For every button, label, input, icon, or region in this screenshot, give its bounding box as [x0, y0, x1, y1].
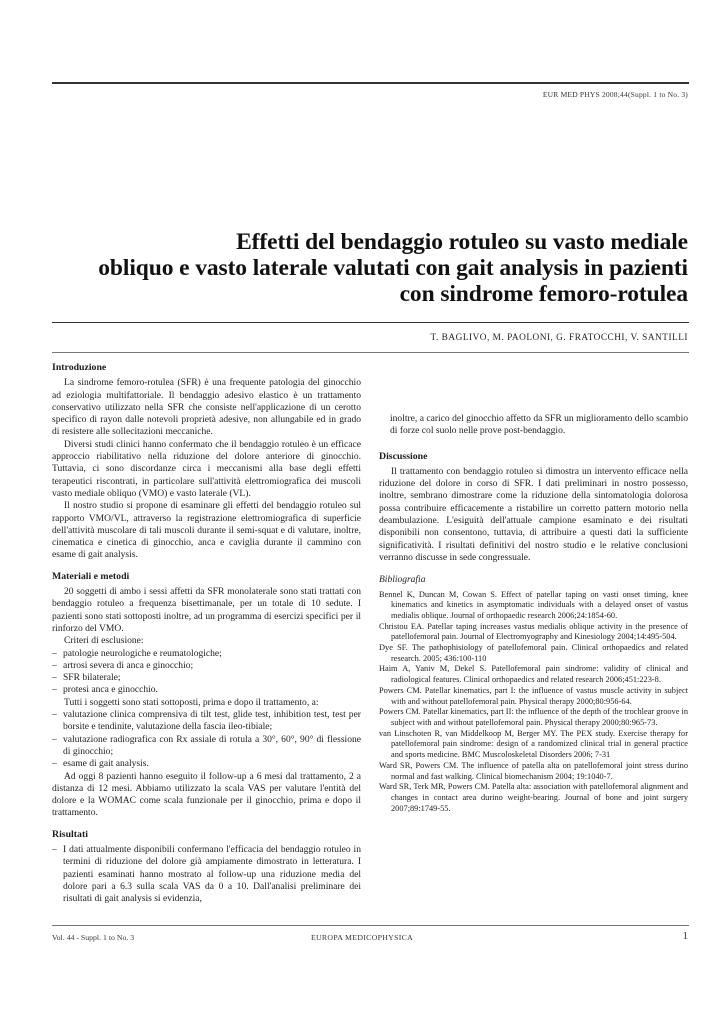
- reference-item: Powers CM. Patellar kinematics, part II: the influence of the depth of the trochlear groove in subject with and without patellofemoral pain. Physical therapy 2000;80:965-73.: [379, 707, 688, 727]
- paragraph: La sindrome femoro-rotulea (SFR) è una frequente patologia del ginocchio ad eziologia multifattoriale. Il bendaggio adesivo elastico è un trattamento conservativo utilizzato nella SFR che consiste nell'applicazione di un cerotto specifico di rayon dalle notevoli proprietà adesive, non allungabile ed in grado di resistere alle sollecitazioni meccaniche.: [52, 377, 361, 438]
- top-rule: [52, 82, 689, 84]
- section-heading: Risultati: [52, 828, 88, 840]
- section-introduzione: [52, 362, 361, 562]
- paragraph: inoltre, a carico del ginocchio affetto da SFR un miglioramento dello scambio di forze col suolo nelle prove post-bendaggio.: [390, 413, 688, 437]
- reference-item: van Linschoten R, van Middelkoop M, Berger MY. The PEX study. Exercise therapy for patellofemoral pain sindrome: design of a randomized clinical trial in general practice and sports medicine. BMC Muscoloskeletal Disorders 2006; 7-31: [379, 728, 688, 760]
- reference-item: Dye SF. The pathophisiology of patellofemoral pain. Clinical orthopaedics and related research. 2005; 436:100-110: [379, 643, 688, 663]
- list-item: – artrosi severa di anca e ginocchio;: [52, 660, 361, 672]
- bibliography-heading: Bibliografia: [379, 575, 426, 586]
- paragraph: Il trattamento con bendaggio rotuleo si dimostra un intervento efficace nella riduzione del dolore in corso di SFR. I dati preliminari in nostro possesso, inoltre, sembrano dimostrare come la riduzione della sintomatologia dolorosa possa contribuire efficacemente a ristabilire un corretto pattern motorio nella deambulazione. L'esiguità dell'attuale campione esaminato e dei risultati disponibili non consentono, tuttavia, di attribuire a questi dati la sufficiente significatività. I risultati definitivi del nostro studio e le relative conclusioni verranno discusse in sede congressuale.: [379, 465, 688, 563]
- exclusion-criteria-list: [52, 648, 361, 697]
- footer-journal: EUROPA MEDICOPHYSICA: [310, 933, 414, 942]
- right-column: [379, 413, 688, 814]
- section-materiali-metodi: [52, 571, 361, 820]
- list-item: – valutazione clinica comprensiva di tilt test, glide test, inhibition test, test per borsite e tendinite, valutazione della fascia ileo-tibiale;: [52, 709, 361, 734]
- reference-item: Haim A, Yaniv M, Dekel S. Patellofemoral pain sindrome: validity of clinical and radiological features. Clinical orthopaedics and related research 2006;451:223-8.: [379, 664, 688, 685]
- reference-item: Bennel K, Duncan M, Cowan S. Effect of patellar taping on vasti onset timing, knee kinematics and kinetics in asymptomatic individuals with a delayed onset of vastus medialis oblique. Journal of orthopaedic research 2006;24:1854-60.: [379, 589, 688, 620]
- page-number: 1: [682, 930, 688, 942]
- authors-rule: [52, 352, 689, 353]
- paragraph: Il nostro studio si propone di esaminare gli effetti del bendaggio rotuleo sul rapporto VMO/VL, attraverso la registrazione elettromiografica di superficie dell'attività muscolare di tali muscoli durante il semi-squat e di valutare, inoltre, cinematica e cinetica di ginocchio, anca e caviglia durante il cammino con esame di gait analysis.: [52, 500, 361, 561]
- running-head: EUR MED PHYS 2008;44(Suppl. 1 to No. 3): [542, 90, 688, 99]
- footer-rule: [52, 925, 689, 926]
- title-line: con sindrome femoro-rotulea: [399, 281, 688, 307]
- list-item: – SFR bilaterale;: [52, 672, 361, 684]
- results-list: [52, 844, 361, 905]
- reference-item: Ward SR, Terk MR, Powers CM. Patella alta: association with patellofemoral alignment and changes in contact area durino weight-bearing. Journal of bone and joint surgery 2007;89:1749-55.: [379, 782, 688, 813]
- reference-item: Ward SR, Powers CM. The influence of patella alta on patellofemoral joint stress durino normal and fast walking. Clinical biomechanism 2004; 19:1040-7.: [379, 760, 688, 781]
- left-column: [52, 362, 361, 905]
- paragraph: Ad oggi 8 pazienti hanno eseguito il follow-up a 6 mesi dal trattamento, 2 a distanza di 12 mesi. Abbiamo utilizzato la scala VAS per valutare l'entità del dolore e la WOMAC come scala funzionale per il ginocchio, prima e dopo il trattamento.: [52, 770, 361, 819]
- paragraph: Diversi studi clinici hanno confermato che il bendaggio rotuleo è un efficace approccio riabilitativo nella riduzione del dolore anteriore di ginocchio. Tuttavia, ci sono discordanze circa i meccanismi alla base degli effetti terapeutici riscontrati, in particolare sull'attività elettromiografica dei muscoli vasto mediale obliquo (VMO) e vasto laterale (VL).: [52, 438, 361, 499]
- article-title: [48, 229, 688, 307]
- section-discussione: [379, 451, 688, 565]
- list-item: – patologie neurologiche e reumatologiche;: [52, 648, 361, 660]
- section-heading: Materiali e metodi: [52, 570, 130, 582]
- reference-item: Powers CM. Patellar kinematics, part I: the influence of vastus muscle activity in subject with and without patellofemoral pain. Physical therapy 2000;80:956-64.: [379, 685, 688, 706]
- reference-list: [379, 590, 688, 815]
- criteria-label: Criteri di esclusione:: [64, 635, 144, 647]
- list-item: – I dati attualmente disponibili confermano l'efficacia del bendaggio rotuleo in termini di riduzione del dolore già ampiamente dimostrato in letteratura. I pazienti esaminati hanno mostrato al follow-up una riduzione media del dolore pari a 6.3 sulla scala VAS da 0 a 10. Dall'analisi preliminare dei risultati di gait analysis si evidenzia,: [52, 844, 361, 905]
- section-risultati: [52, 829, 361, 906]
- title-line: obliquo e vasto laterale valutati con gait analysis in pazienti: [98, 255, 688, 281]
- section-heading: Introduzione: [52, 362, 107, 373]
- list-item: – protesi anca e ginocchio.: [52, 684, 361, 696]
- reference-item: Christou EA. Patellar taping increases vastus medialis oblique activity in the presence of patellofemoral pain. Journal of Electromyography and Kinesiology 2004;14:495-504.: [379, 621, 688, 642]
- title-rule: [52, 322, 689, 323]
- list-item: – esame di gait analysis.: [52, 758, 361, 770]
- paragraph: 20 soggetti di ambo i sessi affetti da SFR monolaterale sono stati trattati con bendaggio rotuleo a frequenza bisettimanale, per un totale di 10 sedute. I pazienti sono stati sottoposti inoltre, ad un programma di esercizi specifici per il rinforzo del VMO.: [52, 586, 361, 634]
- tests-label: Tutti i soggetti sono stati sottoposti, prima e dopo il trattamento, a:: [64, 696, 319, 708]
- title-line: Effetti del bendaggio rotuleo su vasto mediale: [236, 229, 688, 255]
- authors: T. BAGLIVO, M. PAOLONI, G. FRATOCCHI, V. SANTILLI: [430, 333, 688, 343]
- footer-volume: Vol. 44 - Suppl. 1 to No. 3: [52, 933, 135, 942]
- list-item: – valutazione radiografica con Rx assiale di rotula a 30°, 60°, 90° di flessione di ginocchio;: [52, 734, 361, 759]
- section-bibliografia: [379, 574, 688, 814]
- section-heading: Discussione: [379, 450, 428, 462]
- tests-list: [52, 709, 361, 770]
